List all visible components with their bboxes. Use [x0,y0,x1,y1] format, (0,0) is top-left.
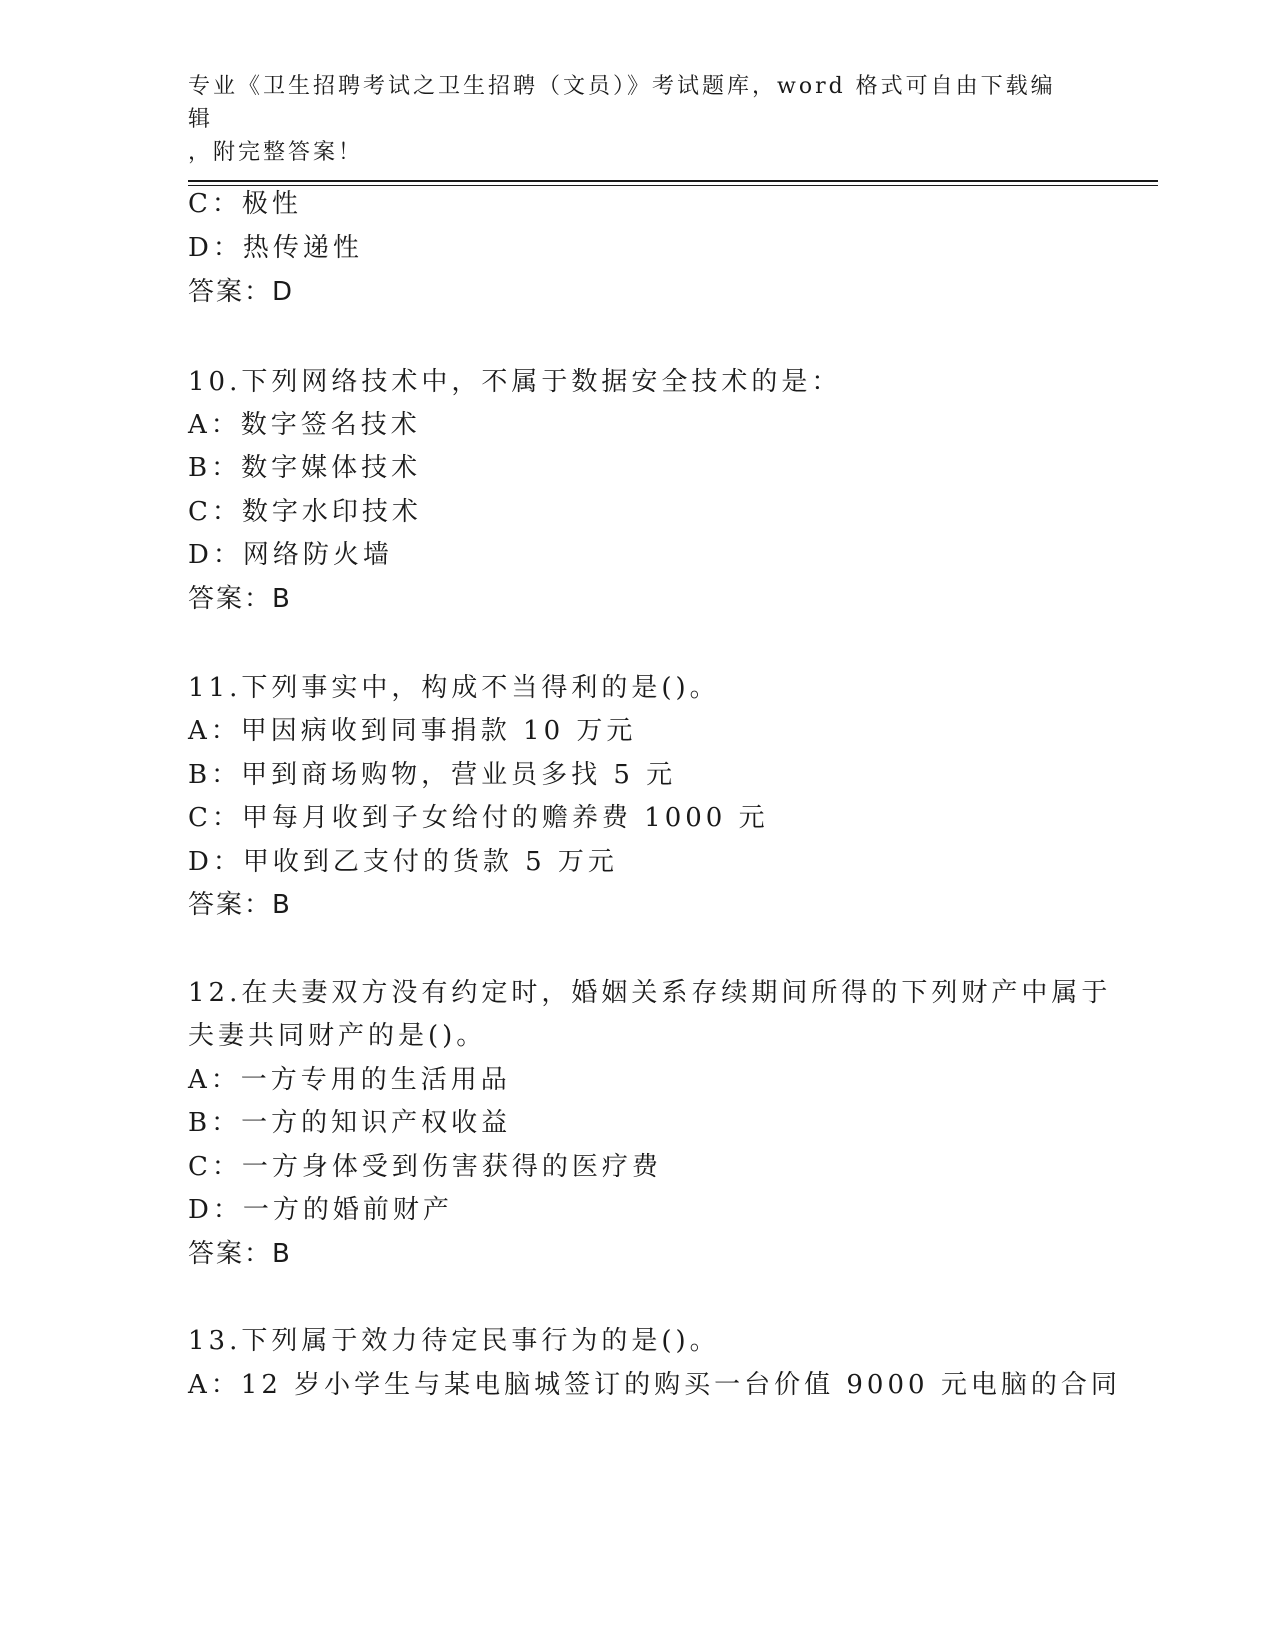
question-10-option-d: D：网络防火墙 [188,540,393,570]
prev-answer: 答案：D [188,277,295,307]
question-12-stem-line-2: 夫妻共同财产的是()。 [188,1021,487,1051]
question-10-answer: 答案：B [188,584,292,614]
header-line-1: 专业《卫生招聘考试之卫生招聘（文员）》考试题库，word 格式可自由下载编辑 [188,74,1056,132]
prev-option-d: D：热传递性 [188,233,363,263]
question-11-answer: 答案：B [188,890,292,920]
question-12-option-b: B：一方的知识产权收益 [188,1108,512,1138]
header-line-2: ，附完整答案！ [188,140,364,165]
prev-option-c: C：极性 [188,189,302,219]
question-10-option-b: B：数字媒体技术 [188,453,422,483]
question-12-option-c: C：一方身体受到伤害获得的医疗费 [188,1152,662,1182]
question-11-stem: 11.下列事实中，构成不当得利的是()。 [188,673,720,703]
header-divider-thin [188,185,1158,186]
question-11-option-c: C：甲每月收到子女给付的赡养费 1000 元 [188,803,769,833]
document-header [188,70,1068,169]
question-12-option-a: A：一方专用的生活用品 [188,1065,511,1095]
question-12-option-d: D：一方的婚前财产 [188,1195,453,1225]
question-12-stem-line-1: 12.在夫妻双方没有约定时，婚姻关系存续期间所得的下列财产中属于 [188,978,1112,1008]
question-10-option-c: C：数字水印技术 [188,497,422,527]
question-10-option-a: A：数字签名技术 [188,410,421,440]
question-10-stem: 10.下列网络技术中，不属于数据安全技术的是： [188,367,842,397]
question-13-stem: 13.下列属于效力待定民事行为的是()。 [188,1326,720,1356]
header-divider-thick [188,180,1158,182]
question-11-option-b: B：甲到商场购物，营业员多找 5 元 [188,760,677,790]
question-13-option-a: A：12 岁小学生与某电脑城签订的购买一台价值 9000 元电脑的合同 [188,1370,1121,1400]
question-11-option-d: D：甲收到乙支付的货款 5 万元 [188,847,618,877]
question-11-option-a: A：甲因病收到同事捐款 10 万元 [188,716,637,746]
question-12-answer: 答案：B [188,1239,292,1269]
